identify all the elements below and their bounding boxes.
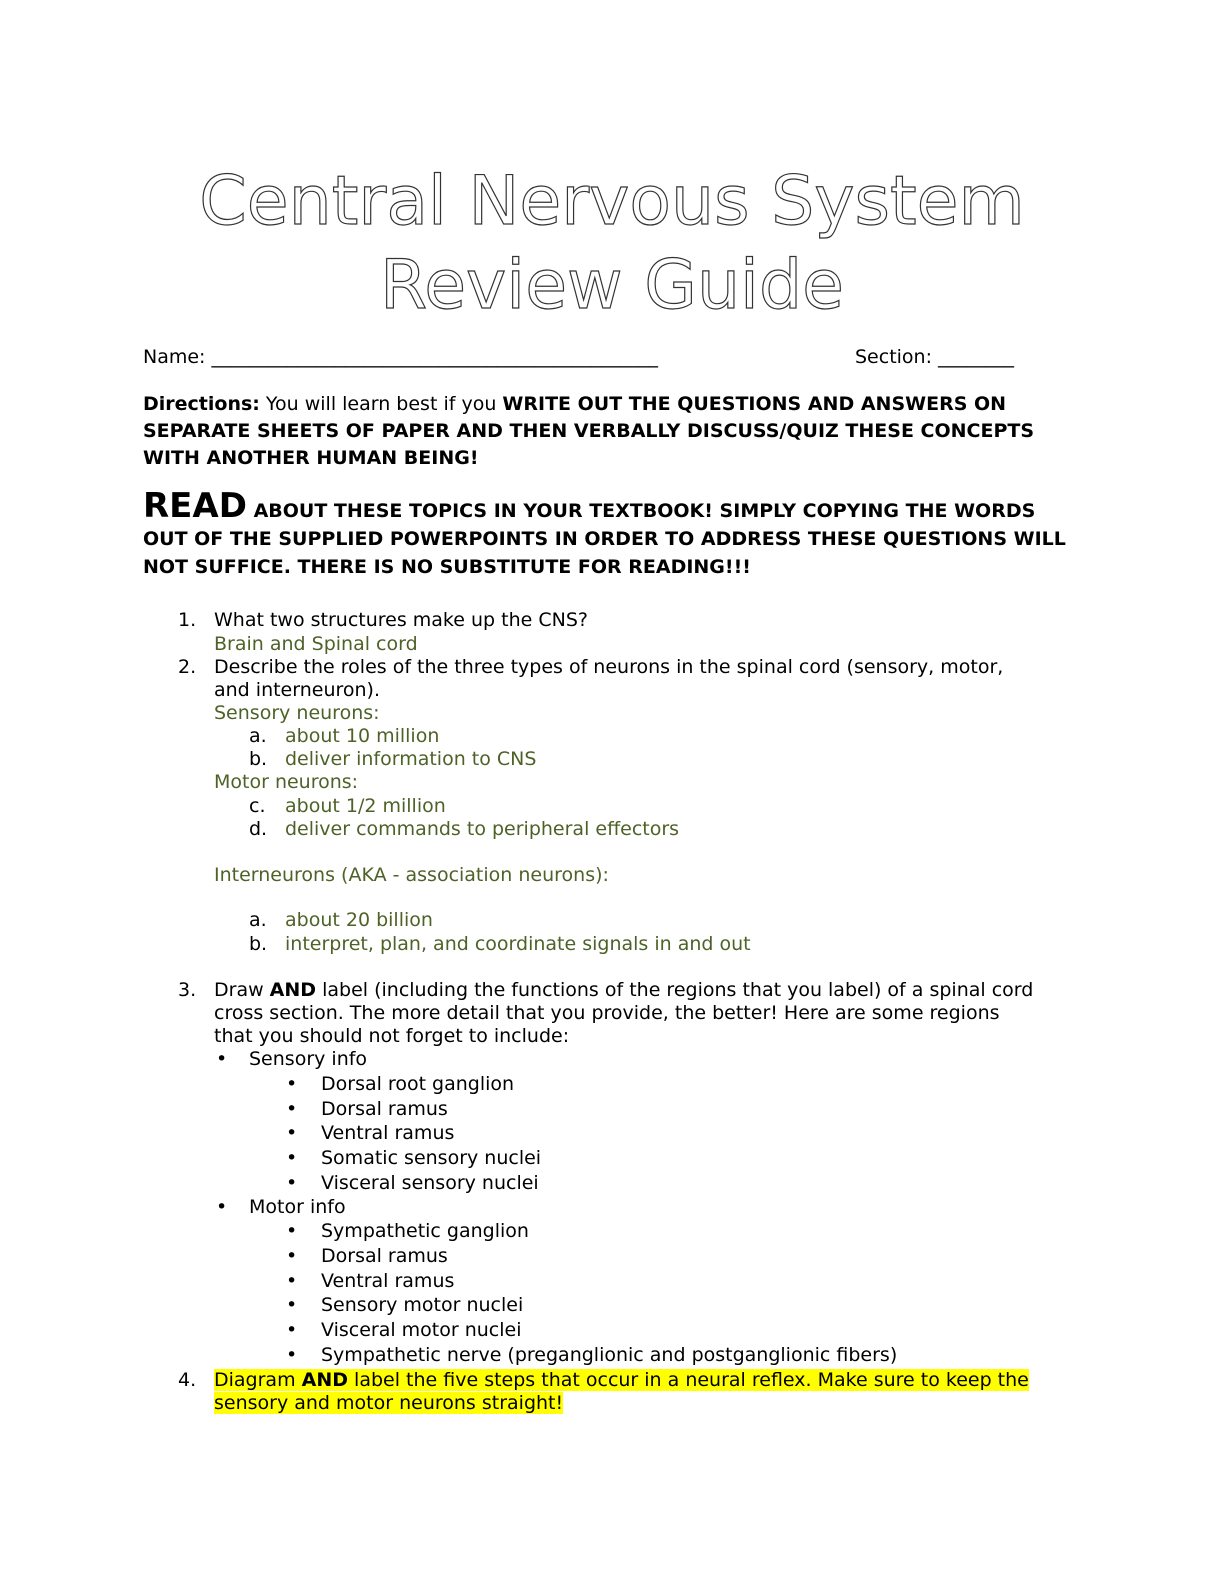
page-title bbox=[0, 160, 1224, 328]
list-item: about 20 billion bbox=[285, 909, 433, 931]
list-marker: b. bbox=[249, 933, 268, 955]
bullet-icon: • bbox=[286, 1147, 298, 1169]
q4-text: Diagram bbox=[214, 1369, 302, 1391]
q2-motor-heading: Motor neurons: bbox=[214, 771, 359, 793]
bullet-icon: • bbox=[286, 1098, 298, 1120]
q4-question-line-2 bbox=[214, 1392, 563, 1415]
q1-answer: Brain and Spinal cord bbox=[214, 633, 418, 655]
list-item: interpret, plan, and coordinate signals in and out bbox=[285, 933, 751, 955]
q3-question-line-2: cross section. The more detail that you provide, the better! Here are some regions bbox=[214, 1002, 1000, 1024]
list-item: Visceral sensory nuclei bbox=[321, 1172, 539, 1194]
list-item: about 1/2 million bbox=[285, 795, 446, 817]
q2-number: 2. bbox=[178, 656, 197, 678]
directions-label: Directions: bbox=[143, 393, 260, 415]
q3-text: Draw bbox=[214, 979, 270, 1001]
bullet-icon: • bbox=[286, 1122, 298, 1144]
list-marker: b. bbox=[249, 748, 268, 770]
q3-sensory-label: Sensory info bbox=[249, 1048, 368, 1070]
read-notice-text: ABOUT THESE TOPICS IN YOUR TEXTBOOK! SIMPLY COPYING THE WORDS OUT OF THE SUPPLIED POWERPOINTS IN ORDER TO ADDRESS THESE QUESTIONS WILL NOT SUFFICE. THERE IS NO SUBSTITUTE FOR READING!!! bbox=[143, 500, 1066, 578]
section-field-label: Section: ________ bbox=[855, 346, 1015, 368]
read-notice bbox=[143, 486, 1073, 581]
q2-inter-heading: Interneurons (AKA - association neurons): bbox=[214, 864, 609, 886]
bullet-icon: • bbox=[286, 1344, 298, 1366]
bullet-icon: • bbox=[286, 1073, 298, 1095]
list-item: deliver information to CNS bbox=[285, 748, 537, 770]
read-word: READ bbox=[143, 486, 247, 526]
bullet-icon: • bbox=[286, 1245, 298, 1267]
list-item: about 10 million bbox=[285, 725, 440, 747]
q3-text: label (including the functions of the regions that you label) of a spinal cord bbox=[316, 979, 1034, 1001]
bullet-icon: • bbox=[286, 1294, 298, 1316]
list-marker: c. bbox=[249, 795, 266, 817]
bullet-icon: • bbox=[216, 1196, 228, 1218]
list-item: Ventral ramus bbox=[321, 1122, 455, 1144]
list-marker: d. bbox=[249, 818, 268, 840]
q4-question-line-1 bbox=[214, 1369, 1029, 1392]
bullet-icon: • bbox=[286, 1270, 298, 1292]
q3-bold-and: AND bbox=[269, 979, 317, 1001]
directions-emphasis: WRITE OUT THE QUESTIONS AND ANSWERS ON SEPARATE SHEETS OF PAPER AND THEN VERBALLY DISCUSS/QUIZ THESE CONCEPTS WITH ANOTHER HUMAN BEING! bbox=[143, 393, 1035, 469]
q4-number: 4. bbox=[178, 1369, 197, 1391]
title-line-2: Review Guide bbox=[380, 246, 844, 325]
bullet-icon: • bbox=[286, 1319, 298, 1341]
q2-question-line-1: Describe the roles of the three types of neurons in the spinal cord (sensory, motor, bbox=[214, 656, 1004, 678]
list-item: Somatic sensory nuclei bbox=[321, 1147, 542, 1169]
list-item: Dorsal ramus bbox=[321, 1245, 448, 1267]
q4-text: label the five steps that occur in a neural reflex. Make sure to keep the bbox=[348, 1369, 1029, 1391]
list-item: Ventral ramus bbox=[321, 1270, 455, 1292]
q3-question-line-1 bbox=[214, 979, 1033, 1002]
list-item: Sympathetic nerve (preganglionic and postganglionic fibers) bbox=[321, 1344, 898, 1366]
q3-motor-label: Motor info bbox=[249, 1196, 346, 1218]
list-item: Sensory motor nuclei bbox=[321, 1294, 524, 1316]
q4-bold-and: AND bbox=[301, 1369, 349, 1391]
q1-number: 1. bbox=[178, 609, 197, 631]
name-field-label: Name: _______________________________________________ bbox=[143, 346, 658, 368]
list-item: deliver commands to peripheral effectors bbox=[285, 818, 680, 840]
q2-question-line-2: and interneuron). bbox=[214, 679, 381, 701]
q3-number: 3. bbox=[178, 979, 197, 1001]
list-marker: a. bbox=[249, 909, 267, 931]
q1-question: What two structures make up the CNS? bbox=[214, 609, 588, 631]
q4-text: sensory and motor neurons straight! bbox=[214, 1392, 564, 1414]
bullet-icon: • bbox=[286, 1220, 298, 1242]
bullet-icon: • bbox=[286, 1172, 298, 1194]
list-item: Sympathetic ganglion bbox=[321, 1220, 529, 1242]
list-item: Dorsal root ganglion bbox=[321, 1073, 515, 1095]
list-item: Dorsal ramus bbox=[321, 1098, 448, 1120]
q3-question-line-3: that you should not forget to include: bbox=[214, 1025, 570, 1047]
directions-paragraph bbox=[143, 391, 1073, 472]
title-line-1: Central Nervous System bbox=[199, 162, 1025, 241]
directions-text: You will learn best if you bbox=[259, 393, 503, 415]
q2-sensory-heading: Sensory neurons: bbox=[214, 702, 380, 724]
list-item: Visceral motor nuclei bbox=[321, 1319, 522, 1341]
bullet-icon: • bbox=[216, 1048, 228, 1070]
list-marker: a. bbox=[249, 725, 267, 747]
